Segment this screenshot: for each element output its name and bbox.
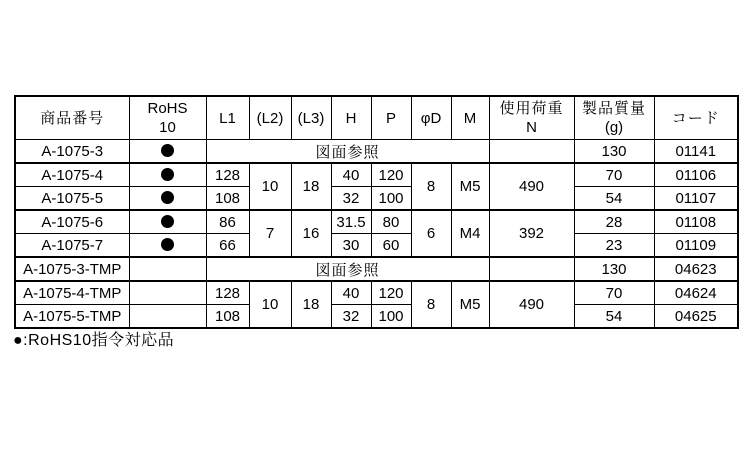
cell-l3: 18	[291, 281, 331, 328]
cell-h: 31.5	[331, 210, 371, 234]
cell-rohs	[129, 140, 206, 164]
cell-phi-d: 6	[411, 210, 451, 257]
table-row-a-1075-3-tmp	[15, 257, 738, 281]
cell-drawing-ref: 図面参照	[206, 140, 489, 164]
cell-mass: 70	[574, 281, 654, 305]
cell-rohs	[129, 234, 206, 258]
rohs-compliant-icon	[161, 215, 174, 228]
cell-rohs-empty	[129, 305, 206, 329]
col-header-product: 商品番号	[15, 96, 129, 140]
col-header-phi-d: φD	[411, 96, 451, 140]
cell-product: A-1075-5-TMP	[15, 305, 129, 329]
cell-l3: 16	[291, 210, 331, 257]
rohs-compliant-icon	[161, 168, 174, 181]
cell-product: A-1075-3-TMP	[15, 257, 129, 281]
cell-load: 490	[489, 163, 574, 210]
rohs-compliant-icon	[161, 191, 174, 204]
cell-product: A-1075-3	[15, 140, 129, 164]
cell-code: 04625	[654, 305, 738, 329]
col-header-p: P	[371, 96, 411, 140]
cell-p: 120	[371, 163, 411, 187]
cell-rohs	[129, 163, 206, 187]
cell-phi-d: 8	[411, 163, 451, 210]
rohs-compliant-icon	[161, 238, 174, 251]
col-header-m: M	[451, 96, 489, 140]
cell-h: 40	[331, 281, 371, 305]
cell-l1: 86	[206, 210, 249, 234]
cell-phi-d: 8	[411, 281, 451, 328]
col-header-load-line2: N	[526, 119, 537, 136]
cell-rohs	[129, 210, 206, 234]
cell-m: M4	[451, 210, 489, 257]
cell-l2: 10	[249, 163, 291, 210]
cell-load: 392	[489, 210, 574, 257]
cell-l1: 108	[206, 305, 249, 329]
cell-load-empty	[489, 140, 574, 164]
cell-l1: 128	[206, 281, 249, 305]
cell-code: 04623	[654, 257, 738, 281]
cell-p: 80	[371, 210, 411, 234]
cell-h: 30	[331, 234, 371, 258]
cell-h: 32	[331, 305, 371, 329]
cell-code: 01106	[654, 163, 738, 187]
col-header-l2: (L2)	[249, 96, 291, 140]
cell-m: M5	[451, 281, 489, 328]
header-row	[15, 96, 738, 140]
cell-load-empty	[489, 257, 574, 281]
cell-mass: 70	[574, 163, 654, 187]
table-row-a-1075-4-tmp	[15, 281, 738, 305]
col-header-l3: (L3)	[291, 96, 331, 140]
rohs-compliant-icon	[161, 144, 174, 157]
cell-l2: 7	[249, 210, 291, 257]
table-row-a-1075-4	[15, 163, 738, 187]
cell-l1: 108	[206, 187, 249, 211]
cell-product: A-1075-7	[15, 234, 129, 258]
table-row-a-1075-3	[15, 140, 738, 164]
cell-product: A-1075-5	[15, 187, 129, 211]
col-header-rohs	[129, 96, 206, 140]
cell-rohs-empty	[129, 281, 206, 305]
cell-code: 04624	[654, 281, 738, 305]
cell-mass: 130	[574, 140, 654, 164]
cell-mass: 28	[574, 210, 654, 234]
col-header-mass	[574, 96, 654, 140]
cell-p: 60	[371, 234, 411, 258]
cell-l3: 18	[291, 163, 331, 210]
cell-l1: 66	[206, 234, 249, 258]
cell-code: 01109	[654, 234, 738, 258]
col-header-l1: L1	[206, 96, 249, 140]
col-header-h: H	[331, 96, 371, 140]
cell-m: M5	[451, 163, 489, 210]
cell-p: 100	[371, 305, 411, 329]
table-row-a-1075-6	[15, 210, 738, 234]
cell-product: A-1075-6	[15, 210, 129, 234]
col-header-rohs-line1: RoHS	[147, 100, 188, 117]
col-header-load-line1: 使用荷重	[499, 100, 564, 117]
rohs-legend	[13, 331, 174, 351]
col-header-rohs-line2: 10	[159, 119, 176, 136]
cell-product: A-1075-4-TMP	[15, 281, 129, 305]
cell-load: 490	[489, 281, 574, 328]
cell-rohs-empty	[129, 257, 206, 281]
col-header-mass-line2: (g)	[604, 119, 624, 136]
cell-code: 01107	[654, 187, 738, 211]
cell-mass: 54	[574, 305, 654, 329]
cell-l1: 128	[206, 163, 249, 187]
table-row-a-1075-5	[15, 187, 738, 211]
cell-code: 01108	[654, 210, 738, 234]
cell-mass: 23	[574, 234, 654, 258]
rohs-legend-text: ●:RoHS10指令対応品	[13, 332, 175, 349]
col-header-mass-line1: 製品質量	[581, 100, 646, 117]
cell-drawing-ref: 図面参照	[206, 257, 489, 281]
cell-rohs	[129, 187, 206, 211]
cell-l2: 10	[249, 281, 291, 328]
cell-mass: 54	[574, 187, 654, 211]
cell-code: 01141	[654, 140, 738, 164]
cell-p: 100	[371, 187, 411, 211]
product-spec-table	[14, 95, 739, 329]
cell-h: 40	[331, 163, 371, 187]
cell-product: A-1075-4	[15, 163, 129, 187]
col-header-code: コード	[654, 96, 738, 140]
table-row-a-1075-5-tmp	[15, 305, 738, 329]
table-row-a-1075-7	[15, 234, 738, 258]
col-header-load	[489, 96, 574, 140]
cell-p: 120	[371, 281, 411, 305]
cell-mass: 130	[574, 257, 654, 281]
cell-h: 32	[331, 187, 371, 211]
